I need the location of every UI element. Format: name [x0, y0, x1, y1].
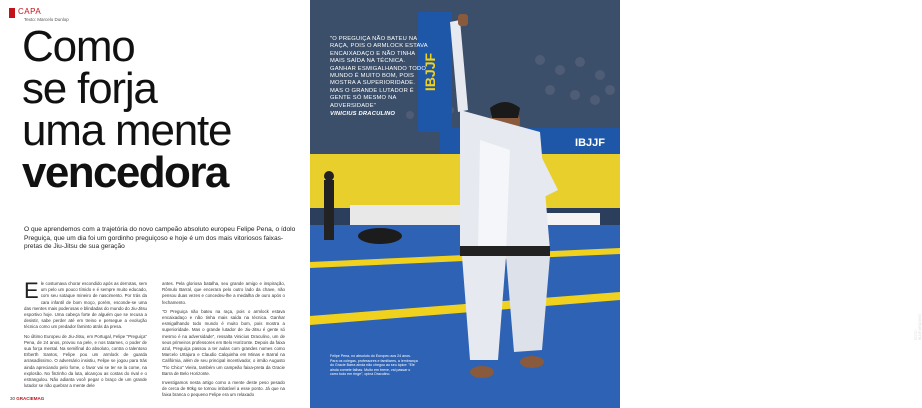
- body-paragraph: "O Preguiça não bateu na raça, pois o armlock estava encaixadaço e não tinha mais saída na técnica. Ganhar esmigalhando todo mundo é muito bom, pois mostra a superioridade. Mas o grande lutador de Jiu-Jitsu é gente só mesmo é na adversidade", ressalta Vinicius Draculino, um de seus primeiros professores em Belo Horizonte. Depois da faixa azul, Preguiça passou a ter aulas com grandes nomes como Marcelo Urtajura e Claudio Calquinha em Minas e Barral na Califórnia, além de seu principal incentivador, o irmão Augusto "Tio Chico" Vieira, também um campeão faixa-preta da Gracie Barra de Belo Horizonte.: [162, 308, 285, 376]
- ibjjf-banner-side-text: IBJJF: [575, 137, 605, 149]
- headline-line-4: vencedora: [22, 148, 228, 197]
- photo-credit: FOTO: IBJJF/ARQUIVO: [914, 313, 922, 340]
- pull-quote-author: VINICIUS DRACULINO: [330, 111, 396, 118]
- section-label: CAPA: [18, 7, 42, 16]
- headline-line-1: Como: [22, 22, 135, 71]
- headline-line-3: uma mente: [22, 106, 232, 155]
- body-paragraph: antes. Pela gloriosa batalha, seu grande amigo e inspiração, Rômulo Barral, que encerara pelo outro lado da chave, não pensou duas vezes e concedeu-lhe a medalha de ouro após o fechamento.: [162, 281, 285, 305]
- body-paragraph: No último Europeu de Jiu-Jitsu, em Portugal, Felipe "Preguiça" Pena, de 24 anos, provou na pele, e nos tatames, o poder de sua força mental. Na semifinal do absoluto, contra o talentoso Erberth Santos, Felipe pou um armlock de guarda arrasadíssimo. O adversário insistiu, Felipe se jogou para trás ainda apreciando pelo fome, o favor vai se ter se la come, na explosão. No finzinho da luta, alcançou as costas do rival e o estrangulou. Não adianta você pegar o braço de um grande lutador se não quebrar a mente dele: [24, 333, 147, 389]
- body-paragraph: le costumava chorar escondido após as derrotas, sem um pelo um pouco tímido e é sempre muito educado, com seu sotaque mineiro de nascimento. Por trás da cara infantil de bom moço, porém, esconde-se uma das mentes mais poderosas e blindadas do mundo do Jiu-Jitsu esportivo hoje. Uma cabeça forte de alguém que se recusa a desistir, sabe perder até em treino e persegue a evolução técnica como um predador faminto atrás da presa.: [24, 281, 147, 330]
- headline: [22, 22, 307, 197]
- magazine-name: GRACIEMAG: [16, 396, 45, 401]
- body-paragraph: Investigamos nesta artigo como a mente deste peso pesado de cerca de 90kg se tornou imbatível a esse ponto. Já que na faixa branca o pequeno Felipe era um relaxado: [162, 380, 285, 398]
- section-marker: [9, 8, 15, 18]
- headline-line-2: se forja: [22, 64, 157, 113]
- pull-quote: [330, 36, 430, 118]
- pull-quote-text: "O PREGUIÇA NÃO BATEU NA RAÇA, POIS O ARMLOCK ESTAVA ENCAIXADAÇO E NÃO TINHA MAIS SAÍDA NA TÉCNICA. GANHAR ESMIGALHANDO TODO MUNDO É MUITO BOM, POIS MOSTRA A SUPERIORIDADE. MAS O GRANDE LUTADOR É GENTE SÓ MESMO NA ADVERSIDADE": [330, 36, 428, 109]
- body-column-2: [162, 281, 285, 402]
- byline: Texto: Marcelo Dunlop: [24, 17, 69, 22]
- body-column-1: [24, 278, 147, 392]
- page-number: 30: [10, 396, 16, 401]
- folio: [10, 396, 44, 401]
- photo-caption: Felipe Pena, no absoluto do Europeu aos 24 anos. Para os colegas, professores e familiares, a lembrança do Gracie Barra ainda não chegou ao seu ápice: "Ele ainda comete falhas. Muito em breve, vai passar o carro todo em ringe", opina Draculino.: [330, 354, 418, 377]
- drop-cap: E: [24, 278, 39, 303]
- ibjjf-banner-text: IBJJF: [422, 52, 438, 92]
- left-page: [0, 0, 310, 408]
- lede: O que aprendemos com a trajetória do novo campeão absoluto europeu Felipe Pena, o ídolo Preguiça, que um dia foi um gordinho preguiçoso e hoje é um dos mais vitoriosos faixas-pretas de Jiu-Jitsu de sua geração: [24, 226, 296, 251]
